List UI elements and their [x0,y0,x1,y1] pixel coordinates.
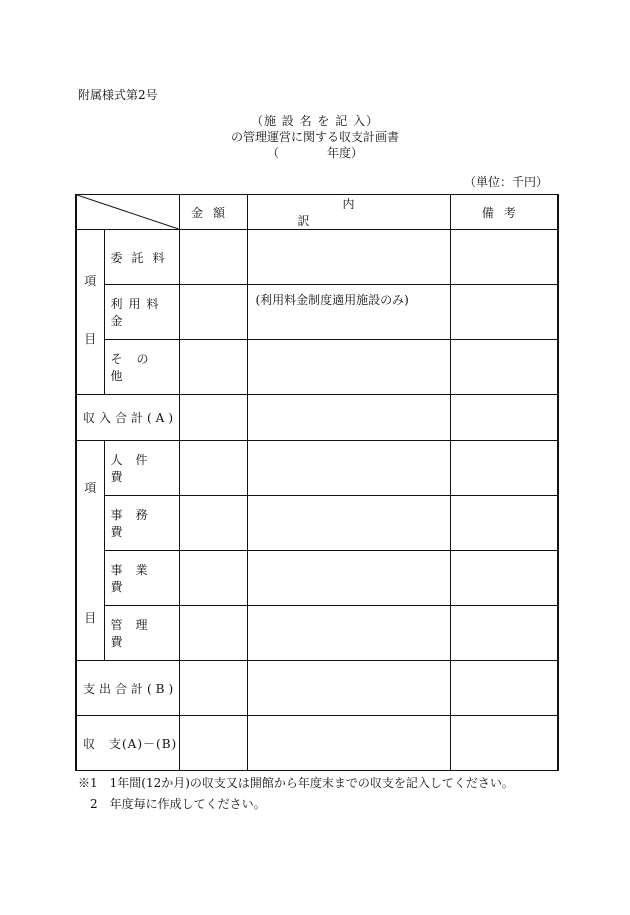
expense-total-label: 支出合計(B) [76,661,179,716]
cell-amount[interactable] [179,661,247,716]
header-row [76,195,558,230]
income-side-label [76,230,104,395]
cell-breakdown[interactable] [247,340,450,395]
cell-remarks[interactable] [450,230,558,285]
cell-remarks[interactable] [450,340,558,395]
cell-amount[interactable] [179,551,247,606]
expense-side-top: 項 [84,481,97,495]
note-1: ※1 1年間(12か月)の収支又は開館から年度末までの収支を記入してください。 [78,776,514,790]
cell-amount[interactable] [179,496,247,551]
budget-table [75,194,559,771]
expense-row-1 [76,441,558,496]
cell-breakdown[interactable] [247,230,450,285]
cell-breakdown[interactable] [247,395,450,441]
cell-amount[interactable] [179,285,247,340]
income-item-consignment: 委託料 [104,230,179,285]
cell-remarks[interactable] [450,551,558,606]
cell-remarks[interactable] [450,716,558,771]
income-side-bottom: 目 [84,332,97,346]
expense-total-row [76,661,558,716]
header-breakdown [247,195,450,230]
expense-item-personnel: 人件費 [104,441,179,496]
header-breakdown-text: 内訳 [297,197,445,228]
diagonal-line [77,195,179,229]
usage-fee-note: (利用料金制度適用施設のみ) [247,285,450,340]
form-number: 附属様式第2号 [78,88,158,102]
cell-remarks[interactable] [450,395,558,441]
expense-row-3 [76,551,558,606]
income-row-3 [76,340,558,395]
expense-row-4 [76,606,558,661]
cell-amount[interactable] [179,230,247,285]
unit-label: （単位：千円） [463,175,548,189]
income-row-1 [76,230,558,285]
income-item-usage-fee: 利用料金 [104,285,179,340]
note-2: 2 年度毎に作成してください。 [78,797,266,811]
cell-breakdown[interactable] [247,716,450,771]
cell-breakdown[interactable] [247,661,450,716]
title-fiscal-year: （ 年度） [266,146,363,160]
header-amount: 金額 [179,195,247,230]
cell-breakdown[interactable] [247,606,450,661]
cell-breakdown[interactable] [247,496,450,551]
cell-amount[interactable] [179,340,247,395]
cell-remarks[interactable] [450,285,558,340]
diagonal-header-cell [76,195,179,230]
cell-remarks[interactable] [450,496,558,551]
income-item-other: その他 [104,340,179,395]
expense-item-program: 事業費 [104,551,179,606]
income-total-label: 収入合計(A) [76,395,179,441]
expense-row-2 [76,496,558,551]
balance-label: 収 支(A)－(B) [76,716,179,771]
cell-remarks[interactable] [450,661,558,716]
cell-remarks[interactable] [450,606,558,661]
title-facility-name: （施 設 名 を 記 入） [250,114,380,128]
cell-breakdown[interactable] [247,441,450,496]
income-total-row [76,395,558,441]
income-side-top: 項 [84,274,97,288]
cell-amount[interactable] [179,441,247,496]
balance-row [76,716,558,771]
cell-amount[interactable] [179,395,247,441]
expense-item-management: 管理費 [104,606,179,661]
header-remarks: 備考 [450,195,558,230]
expense-side-label [76,441,104,661]
cell-remarks[interactable] [450,441,558,496]
expense-side-bottom: 目 [84,611,97,625]
cell-amount[interactable] [179,606,247,661]
cell-amount[interactable] [179,716,247,771]
income-row-2 [76,285,558,340]
title-main: の管理運営に関する収支計画書 [230,130,399,144]
expense-item-office: 事務費 [104,496,179,551]
cell-breakdown[interactable] [247,551,450,606]
